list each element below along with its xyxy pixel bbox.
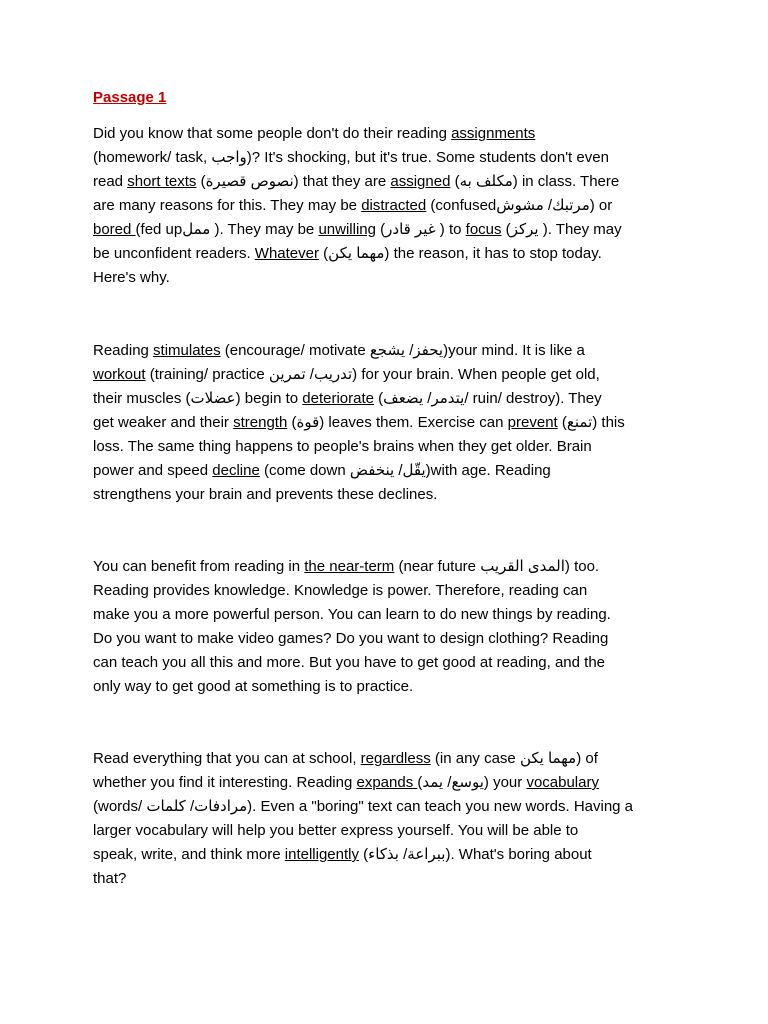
text-run: You can benefit from reading in [93, 558, 305, 575]
vocab-term: the near-term [304, 558, 395, 575]
text-line [93, 579, 611, 603]
vocab-term: expands [356, 774, 418, 791]
vocab-term: vocabulary [526, 774, 599, 791]
text-run: (مكلف به) in class. There [450, 173, 620, 190]
text-line [93, 387, 625, 411]
text-run: Do you want to make video games? Do you want to design clothing? Reading [93, 630, 609, 647]
text-line [93, 146, 693, 170]
vocab-term: decline [212, 462, 260, 479]
vocab-term: workout [93, 366, 146, 383]
text-run: (in any case مهما يكن) of [430, 750, 598, 767]
vocab-term: distracted [361, 197, 427, 214]
text-line [93, 363, 625, 387]
vocab-term: focus [465, 221, 502, 238]
text-line [93, 675, 611, 699]
text-run: be unconfident readers. [93, 245, 255, 262]
text-run: Did you know that some people don't do their reading [93, 125, 452, 142]
text-run: (encourage/ motivate يحفز/ يشجع)your mind. It is like a [220, 342, 585, 359]
passage-title: Passage 1 [93, 89, 167, 106]
text-line [93, 194, 693, 218]
text-line [93, 651, 611, 675]
text-run: speak, write, and think more [93, 846, 285, 863]
text-line [93, 411, 625, 435]
text-run: their muscles (عضلات) begin to [93, 390, 303, 407]
text-line [93, 483, 625, 507]
text-run: (words/ مرادفات/ كلمات). Even a "boring" text can teach you new words. Having a [93, 798, 634, 815]
text-line [93, 242, 693, 266]
text-run: Reading provides knowledge. Knowledge is power. Therefore, reading can [93, 582, 588, 599]
text-run: are many reasons for this. They may be [93, 197, 362, 214]
text-run: strengthens your brain and prevents these declines. [93, 486, 438, 503]
text-run: that? [93, 870, 127, 887]
text-run: larger vocabulary will help you better express yourself. You will be able to [93, 822, 579, 839]
vocab-term: unwilling [318, 221, 376, 238]
text-run: (نصوص قصيرة) that they are [196, 173, 391, 190]
text-run: get weaker and their [93, 414, 234, 431]
vocab-term: bored [93, 221, 136, 238]
vocab-term: assignments [451, 125, 536, 142]
text-line [93, 795, 633, 819]
text-line [93, 603, 611, 627]
text-run: (fed upممل ). They may be [135, 221, 319, 238]
paragraph-4 [93, 747, 633, 891]
text-run: power and speed [93, 462, 213, 479]
paragraph-2 [93, 339, 625, 507]
text-run: (يتدمر/ يضعف/ ruin/ destroy). They [374, 390, 602, 407]
text-run: (غير قادر ) to [375, 221, 466, 238]
text-run: make you a more powerful person. You can learn to do new things by reading. [93, 606, 611, 623]
vocab-term: regardless [360, 750, 431, 767]
text-run: (يركز ). They may [501, 221, 622, 238]
vocab-term: strength [233, 414, 288, 431]
text-run: Reading [93, 342, 154, 359]
text-run: read [93, 173, 128, 190]
document-page [93, 86, 693, 887]
text-run: (training/ practice تدريب/ تمرين) for your brain. When people get old, [145, 366, 600, 383]
text-run: (يوسع/ يمد) your [417, 774, 527, 791]
vocab-term: assigned [390, 173, 451, 190]
vocab-term: Whatever [254, 245, 319, 262]
text-run: (تمنع) this [557, 414, 625, 431]
text-run: loss. The same thing happens to people's brains when they get older. Brain [93, 438, 592, 455]
vocab-term: deteriorate [302, 390, 374, 407]
paragraph-3 [93, 555, 611, 699]
text-line [93, 266, 693, 290]
text-line [93, 122, 693, 146]
text-line [93, 867, 633, 891]
text-line [93, 747, 633, 771]
text-run: (مهما يكن) the reason, it has to stop today. [318, 245, 602, 262]
vocab-term: prevent [507, 414, 558, 431]
text-run: (near future المدى القريب) too. [394, 558, 600, 575]
text-run: Here's why. [93, 269, 170, 286]
text-run: whether you find it interesting. Reading [93, 774, 357, 791]
text-run: (confusedمرتبك/ مشوش) or [426, 197, 613, 214]
text-line [93, 339, 625, 363]
text-line [93, 771, 633, 795]
vocab-term: short texts [127, 173, 197, 190]
paragraph-1 [93, 122, 693, 290]
text-line [93, 555, 611, 579]
text-run: Read everything that you can at school, [93, 750, 361, 767]
text-line [93, 170, 693, 194]
text-line [93, 435, 625, 459]
text-run: (homework/ task, واجب)? It's shocking, but it's true. Some students don't even [93, 149, 609, 166]
text-line [93, 459, 625, 483]
text-run: (ببراعة/ بذكاء). What's boring about [358, 846, 592, 863]
vocab-term: intelligently [284, 846, 359, 863]
text-run: can teach you all this and more. But you have to get good at reading, and the [93, 654, 606, 671]
text-line [93, 819, 633, 843]
text-line [93, 627, 611, 651]
text-line [93, 218, 693, 242]
text-run: (come down يقّل/ ينخفض)with age. Reading [259, 462, 551, 479]
text-run: (قوة) leaves them. Exercise can [287, 414, 508, 431]
vocab-term: stimulates [153, 342, 221, 359]
text-line [93, 843, 633, 867]
text-run: only way to get good at something is to practice. [93, 678, 414, 695]
